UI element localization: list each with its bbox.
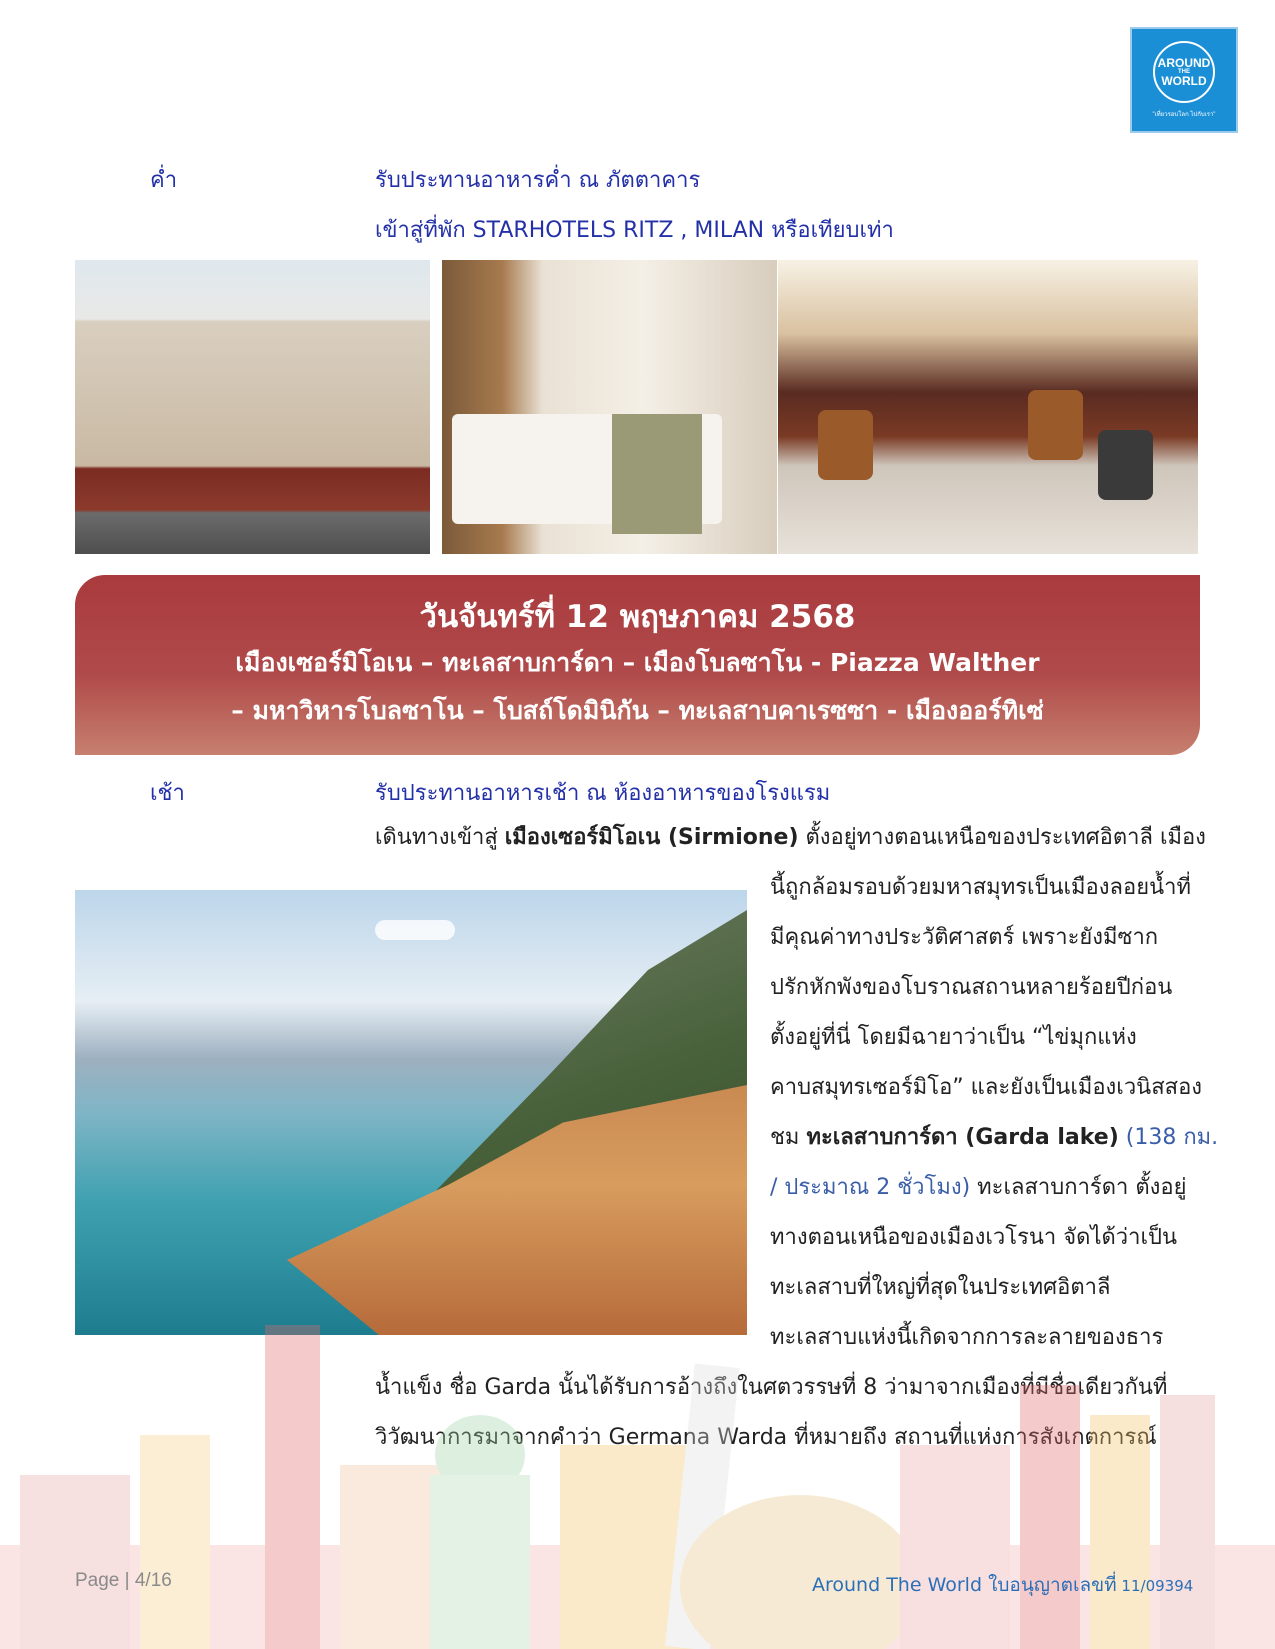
distance-text: (138 กม. [1118, 1125, 1219, 1150]
paragraph-line: ทางตอนเหนือของเมืองเวโรนา จัดได้ว่าเป็น [770, 1225, 1178, 1250]
building-shape [20, 1475, 130, 1649]
bell-tower-shape [265, 1325, 320, 1649]
logo-globe-icon [1153, 41, 1215, 103]
paragraph-line: ทะเลสาบแห่งนี้เกิดจากการละลายของธาร [770, 1325, 1164, 1350]
hotel-lobby-photo [778, 260, 1198, 554]
hotel-text: เข้าสู่ที่พัก STARHOTELS RITZ , MILAN หรือเทียบเท่า [375, 218, 894, 243]
paragraph-line: คาบสมุทรเซอร์มิโอ” และยังเป็นเมืองเวนิสสอง [770, 1075, 1203, 1100]
dinner-label: ค่ำ [150, 168, 178, 193]
paragraph-line: น้ำแข็ง ชื่อ Garda นั้นได้รับการอ้างถึงในศตวรรษที่ 8 ว่ามาจากเมืองที่มีชื่อเดียวกันที่ [375, 1375, 1168, 1400]
day-banner [75, 575, 1200, 755]
banner-route-line1: เมืองเซอร์มิโอเน – ทะเลสาบการ์ดา – เมืองโบลซาโน - Piazza Walther [235, 648, 1040, 677]
building-shape [340, 1465, 460, 1649]
paragraph-line: วิวัฒนาการมาจากคำว่า Germana Warda ที่หมายถึง สถานที่แห่งการสังเกตการณ์ [375, 1425, 1157, 1450]
breakfast-text: รับประทานอาหารเช้า ณ ห้องอาหารของโรงแรม [375, 781, 831, 806]
text-span: ตั้งอยู่ทางตอนเหนือของประเทศอิตาลี เมือง [798, 825, 1206, 850]
paragraph-line: ตั้งอยู่ที่นี่ โดยมีฉายาว่าเป็น “ไข่มุกแห่ง [770, 1025, 1137, 1050]
paragraph-line: ปรักหักพังของโบราณสถานหลายร้อยปีก่อน [770, 975, 1173, 1000]
breakfast-label: เช้า [150, 781, 185, 806]
dinner-text: รับประทานอาหารค่ำ ณ ภัตตาคาร [375, 168, 701, 193]
sirmione-bold: เมืองเซอร์มิโอเน (Sirmione) [504, 825, 799, 850]
company-logo [1130, 27, 1238, 133]
lobby-chair-shape [1098, 430, 1153, 500]
paragraph-line [770, 1113, 1218, 1163]
bed-runner-shape [612, 414, 702, 534]
banner-route-line2: – มหาวิหารโบลซาโน – โบสถ์โดมินิกัน – ทะเลสาบคาเรซซา - เมืองออร์ทิเซ่ [231, 696, 1044, 725]
company-name: Around The World ใบอนุญาตเลขที่ [812, 1574, 1117, 1596]
tower-shape [1160, 1395, 1215, 1649]
paragraph-line [770, 1163, 1187, 1213]
lobby-chair-shape [818, 410, 873, 480]
page-number: Page | 4/16 [75, 1570, 172, 1591]
text-span: ทะเลสาบการ์ดา ตั้งอยู่ [970, 1175, 1187, 1200]
paragraph-line: มีคุณค่าทางประวัติศาสตร์ เพราะยังมีซาก [770, 925, 1159, 950]
lobby-chair-shape [1028, 390, 1083, 460]
text-span: เดินทางเข้าสู่ [375, 825, 505, 850]
logo-text-around: AROUND [1157, 55, 1211, 70]
license-footer [812, 1570, 1193, 1600]
duration-text: / ประมาณ 2 ชั่วโมง) [770, 1175, 971, 1200]
text-span: ชม [770, 1125, 807, 1150]
paragraph-line: ทะเลสาบที่ใหญ่ที่สุดในประเทศอิตาลี [770, 1275, 1111, 1300]
logo-text-world: WORLD [1161, 73, 1207, 88]
banner-date: วันจันทร์ที่ 12 พฤษภาคม 2568 [419, 599, 856, 635]
paragraph-line: นี้ถูกล้อมรอบด้วยมหาสมุทรเป็นเมืองลอยน้ำที่ [770, 875, 1191, 900]
cloud-shape [375, 920, 455, 940]
building-shape [900, 1445, 1010, 1649]
hotel-room-photo [442, 260, 777, 554]
paragraph-line [375, 813, 1206, 863]
building-shape [560, 1445, 710, 1649]
building-shape [140, 1435, 210, 1649]
license-number: 11/09394 [1116, 1577, 1194, 1595]
logo-tagline: "เที่ยวรอบโลก ไปกับเรา" [1152, 112, 1216, 118]
garda-lake-photo [75, 890, 747, 1335]
garda-lake-bold: ทะเลสาบการ์ดา (Garda lake) [806, 1125, 1119, 1150]
logo-text-the: THE [1178, 68, 1190, 75]
hotel-exterior-photo [75, 260, 430, 554]
building-shape [430, 1475, 530, 1649]
